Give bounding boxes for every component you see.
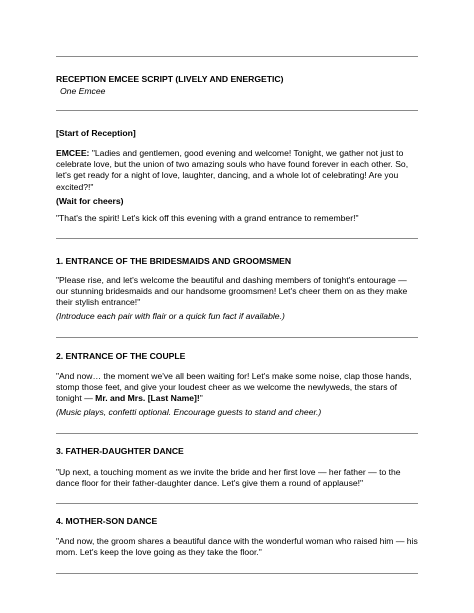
top-divider [56,56,418,57]
divider-3 [56,337,418,338]
divider-1 [56,110,418,111]
section-2-heading: 2. ENTRANCE OF THE COUPLE [56,351,186,361]
section-4-heading: 4. MOTHER-SON DANCE [56,516,158,526]
section-2-body-text: "And now… the moment we've all been waiting for! Let's make some noise, clap those hands, stomp those feet, and give your loudest cheer as we welcome the newlyweds, the stars of tonight — [56,371,412,404]
document-subtitle: One Emcee [60,86,106,96]
wait-cue: (Wait for cheers) [56,196,124,206]
emcee-opening-text: "Ladies and gentlemen, good evening and welcome! Tonight, we gather not just to celebrate love, but the union of two amazing souls who have found forever in each other. So, let's get ready for a night of love, laughter, dancing, and a whole lot of celebrating! Are you excited?!" [56,148,409,192]
section-3-heading: 3. FATHER-DAUGHTER DANCE [56,446,184,456]
emcee-label: EMCEE: [56,148,90,158]
section-2-note: (Music plays, confetti optional. Encourage guests to stand and cheer.) [56,407,322,417]
grand-entrance-line: "That's the spirit! Let's kick off this evening with a grand entrance to remember!" [56,213,359,223]
section-1-note: (Introduce each pair with flair or a quick fun fact if available.) [56,311,285,321]
section-2-body-end: " [199,393,203,404]
bottom-divider [56,573,418,574]
section-1-body: "Please rise, and let's welcome the beautiful and dashing members of tonight's entourage — our stunning bridesmaids and our handsome groomsmen! Let's cheer them on as they make their stylish entrance!" [56,275,408,308]
divider-4 [56,433,418,434]
document-title: RECEPTION EMCEE SCRIPT (LIVELY AND ENERGETIC) [56,74,284,84]
couple-names: Mr. and Mrs. [Last Name]! [95,393,200,404]
divider-2 [56,238,418,239]
section-4-body: "And now, the groom shares a beautiful dance with the wonderful woman who raised him — his mom. Let's keep the love going as they take the floor." [56,536,418,558]
section-3-body: "Up next, a touching moment as we invite the bride and her first love — her father — to the dance floor for their father-daughter dance. Let's give them a round of applause!" [56,467,401,489]
section-1-heading: 1. ENTRANCE OF THE BRIDESMAIDS AND GROOMSMEN [56,256,292,266]
divider-5 [56,503,418,504]
section-2-body [56,371,420,405]
emcee-opening-paragraph [56,148,420,193]
start-marker: [Start of Reception] [56,128,136,138]
